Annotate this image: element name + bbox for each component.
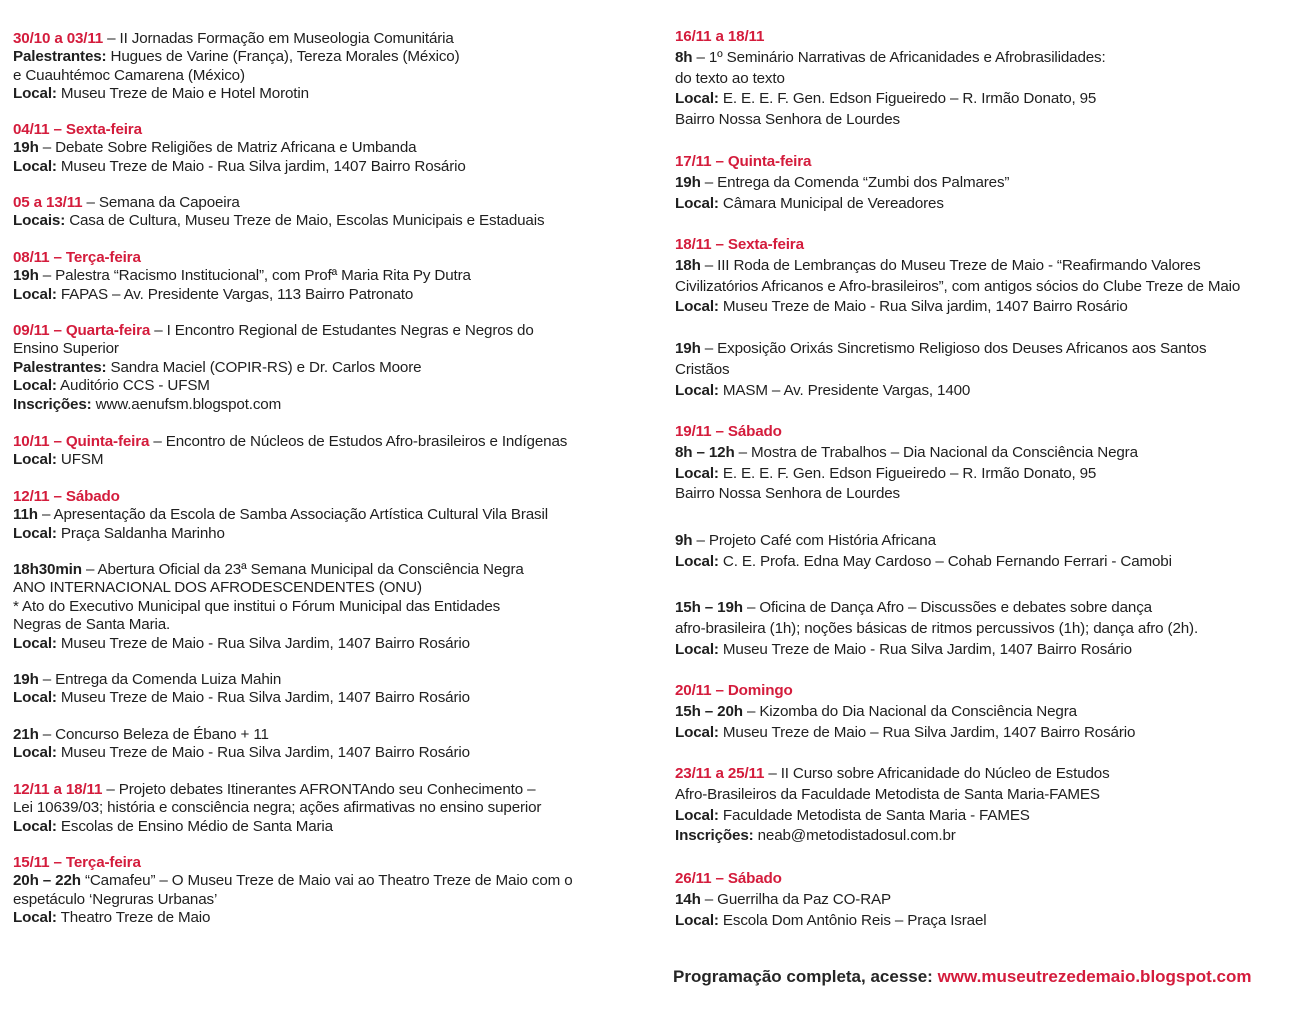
event-text: – II Curso sobre Africanidade do Núcleo de Estudos xyxy=(764,765,1110,782)
event-line xyxy=(13,488,548,506)
event-line xyxy=(675,297,1240,318)
event-label: 14h xyxy=(675,890,701,908)
event-line xyxy=(13,689,470,707)
event-label: Local: xyxy=(675,552,719,570)
event-label: Local: xyxy=(13,285,57,303)
event-text: – III Roda de Lembranças do Museu Treze de Maio - “Reafirmando Valores xyxy=(700,256,1201,274)
event-label: 19h xyxy=(675,340,701,357)
event-date: 12/11 – Sábado xyxy=(13,488,120,505)
event-line xyxy=(13,194,544,212)
event-text: Afro-Brasileiros da Faculdade Metodista de Santa Maria-FAMES xyxy=(675,785,1100,803)
event-text: Museu Treze de Maio - Rua Silva jardim, 1407 Bairro Rosário xyxy=(718,298,1128,316)
event-date: 19/11 – Sábado xyxy=(675,423,782,440)
event-text: do texto ao texto xyxy=(675,69,785,87)
event-label: 8h xyxy=(675,48,693,66)
event-line xyxy=(675,681,1135,702)
event-line xyxy=(13,525,548,543)
event-line xyxy=(13,891,573,909)
event-line xyxy=(675,277,1240,298)
event-line xyxy=(675,552,1172,573)
event-line xyxy=(675,381,1206,402)
event-line xyxy=(13,616,524,634)
event-line xyxy=(675,785,1110,806)
event-label: Local: xyxy=(13,817,57,835)
event-text: Sandra Maciel (COPIR-RS) e Dr. Carlos Moore xyxy=(106,358,422,376)
event-text: E. E. E. F. Gen. Edson Figueiredo – R. Irmão Donato, 95 xyxy=(718,464,1097,482)
event-label: Local: xyxy=(13,909,57,927)
event-label: Local: xyxy=(675,298,719,316)
event-line xyxy=(675,110,1106,131)
event-line xyxy=(13,30,460,48)
event-text: – Mostra de Trabalhos – Dia Nacional da Consciência Negra xyxy=(734,443,1138,461)
event-label: Palestrantes: xyxy=(13,48,107,66)
event-label: Locais: xyxy=(13,212,66,230)
event-line xyxy=(675,723,1135,744)
event-block xyxy=(675,531,1172,573)
event-line xyxy=(675,173,1009,194)
event-text: – Palestra “Racismo Institucional”, com Profª Maria Rita Py Dutra xyxy=(38,267,471,285)
event-text: www.aenufsm.blogspot.com xyxy=(91,395,282,413)
event-text: – II Jornadas Formação em Museologia Comunitária xyxy=(103,30,454,47)
event-line xyxy=(13,671,470,689)
event-line xyxy=(13,506,548,524)
event-block xyxy=(675,27,1106,131)
event-line xyxy=(13,854,573,872)
event-line xyxy=(13,598,524,616)
event-text: Museu Treze de Maio - Rua Silva Jardim, 1407 Bairro Rosário xyxy=(56,744,470,762)
event-line xyxy=(675,27,1106,48)
event-label: Local: xyxy=(675,911,719,929)
event-text: ANO INTERNACIONAL DOS AFRODESCENDENTES (ONU) xyxy=(13,579,422,597)
event-line xyxy=(13,121,466,139)
event-text: – I Encontro Regional de Estudantes Negras e Negros do xyxy=(150,322,534,339)
event-text: – 1º Seminário Narrativas de Africanidades e Afrobrasilidades: xyxy=(692,48,1106,66)
event-text: – Debate Sobre Religiões de Matriz Africana e Umbanda xyxy=(38,139,417,157)
event-text: – Exposição Orixás Sincretismo Religioso dos Deuses Africanos aos Santos xyxy=(700,340,1207,357)
event-text: afro-brasileira (1h); noções básicas de ritmos percussivos (1h); dança afro (2h). xyxy=(675,619,1199,637)
event-text: espetáculo ‘Negruras Urbanas’ xyxy=(13,890,218,908)
event-text: Escola Dom Antônio Reis – Praça Israel xyxy=(718,911,987,929)
event-line xyxy=(675,360,1206,381)
event-text: – Abertura Oficial da 23ª Semana Municipal da Consciência Negra xyxy=(81,561,524,578)
event-date: 26/11 – Sábado xyxy=(675,870,782,887)
event-text: FAPAS – Av. Presidente Vargas, 113 Bairro Patronato xyxy=(56,285,414,303)
event-text: – Projeto debates Itinerantes AFRONTAndo seu Conhecimento – xyxy=(102,781,536,798)
event-text: Civilizatórios Africanos e Afro-brasileiros”, com antigos sócios do Clube Treze de Maio xyxy=(675,277,1241,295)
event-line xyxy=(13,433,567,451)
event-label: Inscrições: xyxy=(675,827,754,845)
event-text: Museu Treze de Maio - Rua Silva Jardim, 1407 Bairro Rosário xyxy=(718,640,1132,658)
event-label: 9h xyxy=(675,532,693,549)
event-line xyxy=(675,598,1198,619)
event-label: 18h30min xyxy=(13,561,82,578)
event-line xyxy=(13,322,534,340)
event-block xyxy=(675,598,1198,660)
event-line xyxy=(675,464,1138,485)
event-text: Museu Treze de Maio e Hotel Morotin xyxy=(56,85,309,103)
event-line xyxy=(675,531,1172,552)
event-label: Local: xyxy=(13,744,57,762)
event-label: Local: xyxy=(13,634,57,652)
event-line xyxy=(675,806,1110,827)
event-line xyxy=(675,422,1138,443)
event-block xyxy=(13,561,524,653)
event-block xyxy=(13,121,466,176)
event-line xyxy=(675,89,1106,110)
event-line xyxy=(675,826,1110,847)
event-date: 23/11 a 25/11 xyxy=(675,765,765,782)
event-block xyxy=(13,488,548,543)
event-line xyxy=(675,235,1240,256)
event-text: Câmara Municipal de Vereadores xyxy=(718,194,944,212)
event-label: 15h – 20h xyxy=(675,702,743,720)
event-label: Local: xyxy=(675,806,719,824)
event-line xyxy=(675,339,1206,360)
event-line xyxy=(13,85,460,103)
event-label: 19h xyxy=(13,671,39,688)
event-line xyxy=(675,702,1135,723)
event-text: Faculdade Metodista de Santa Maria - FAMES xyxy=(718,806,1030,824)
event-line xyxy=(13,872,573,890)
event-block xyxy=(13,433,567,470)
event-line xyxy=(675,256,1240,277)
event-date: 09/11 – Quarta-feira xyxy=(13,322,151,339)
event-block xyxy=(675,339,1206,401)
event-label: 19h xyxy=(675,173,701,191)
event-date: 10/11 – Quinta-feira xyxy=(13,433,150,450)
event-line xyxy=(675,890,986,911)
event-text: – Concurso Beleza de Ébano + 11 xyxy=(38,726,269,743)
event-line xyxy=(13,396,534,414)
event-line xyxy=(13,249,471,267)
event-line xyxy=(675,640,1198,661)
event-text: C. E. Profa. Edna May Cardoso – Cohab Fernando Ferrari - Camobi xyxy=(718,552,1172,570)
event-line xyxy=(675,869,986,890)
event-text: neab@metodistadosul.com.br xyxy=(753,827,956,845)
event-label: 18h xyxy=(675,256,701,274)
event-line xyxy=(675,48,1106,69)
event-date: 16/11 a 18/11 xyxy=(675,28,765,45)
event-date: 05 a 13/11 xyxy=(13,194,83,211)
event-text: – Entrega da Comenda Luiza Mahin xyxy=(38,671,282,688)
event-text: – Projeto Café com História Africana xyxy=(692,532,936,549)
event-line xyxy=(13,158,466,176)
event-line xyxy=(13,212,544,230)
event-text: – Entrega da Comenda “Zumbi dos Palmares” xyxy=(700,173,1010,191)
event-text: Escolas de Ensino Médio de Santa Maria xyxy=(56,817,333,835)
event-label: 15h – 19h xyxy=(675,599,743,616)
event-date: 20/11 – Domingo xyxy=(675,682,793,699)
event-text: “Camafeu” – O Museu Treze de Maio vai ao Theatro Treze de Maio com o xyxy=(80,872,573,890)
event-label: Local: xyxy=(13,377,57,395)
event-text: Museu Treze de Maio - Rua Silva Jardim, 1407 Bairro Rosário xyxy=(56,634,470,652)
event-line xyxy=(13,799,541,817)
event-block xyxy=(13,249,471,304)
event-block xyxy=(675,152,1009,214)
event-label: Local: xyxy=(13,524,57,542)
event-block xyxy=(675,681,1135,743)
event-line xyxy=(13,67,460,85)
event-label: 8h – 12h xyxy=(675,443,735,461)
event-label: 19h xyxy=(13,139,39,157)
event-line xyxy=(675,619,1198,640)
event-text: Bairro Nossa Senhora de Lourdes xyxy=(675,485,900,503)
event-label: 20h – 22h xyxy=(13,872,81,890)
event-text: Museu Treze de Maio - Rua Silva jardim, 1407 Bairro Rosário xyxy=(56,157,466,175)
event-line xyxy=(675,484,1138,505)
event-text: * Ato do Executivo Municipal que institui o Fórum Municipal das Entidades xyxy=(13,597,501,615)
event-line xyxy=(13,744,470,762)
event-label: Local: xyxy=(675,90,719,108)
event-label: Local: xyxy=(13,85,57,103)
event-text: Negras de Santa Maria. xyxy=(13,616,171,634)
event-text: Ensino Superior xyxy=(13,340,119,358)
event-text: – Apresentação da Escola de Samba Associação Artística Cultural Vila Brasil xyxy=(37,506,548,524)
event-label: Local: xyxy=(675,723,719,741)
event-label: Local: xyxy=(675,640,719,658)
event-text: – Semana da Capoeira xyxy=(82,194,240,211)
event-block xyxy=(675,422,1138,505)
event-text: Theatro Treze de Maio xyxy=(56,909,211,927)
event-text: Cristãos xyxy=(675,360,730,378)
event-date: 12/11 a 18/11 xyxy=(13,781,103,798)
footer xyxy=(673,967,1252,987)
event-block xyxy=(13,854,573,928)
event-label: Local: xyxy=(675,194,719,212)
event-text: Museu Treze de Maio – Rua Silva Jardim, 1407 Bairro Rosário xyxy=(718,723,1136,741)
event-block xyxy=(675,764,1110,847)
event-line xyxy=(13,139,466,157)
event-text: Lei 10639/03; história e consciência negra; ações afirmativas no ensino superior xyxy=(13,799,542,817)
event-line xyxy=(13,726,470,744)
event-label: Local: xyxy=(675,381,719,399)
event-line xyxy=(13,579,524,597)
event-text: Bairro Nossa Senhora de Lourdes xyxy=(675,111,900,129)
event-line xyxy=(13,267,471,285)
event-label: 11h xyxy=(13,506,38,524)
event-text: Praça Saldanha Marinho xyxy=(56,524,225,542)
event-block xyxy=(675,235,1240,318)
event-block xyxy=(675,869,986,931)
event-label: Inscrições: xyxy=(13,395,92,413)
event-line xyxy=(13,451,567,469)
event-label: 21h xyxy=(13,726,39,743)
event-text: Auditório CCS - UFSM xyxy=(56,377,210,395)
event-label: 19h xyxy=(13,267,39,285)
event-text: – Oficina de Dança Afro – Discussões e debates sobre dança xyxy=(742,599,1152,616)
event-block xyxy=(13,726,470,763)
event-text: UFSM xyxy=(56,451,104,469)
event-text: MASM – Av. Presidente Vargas, 1400 xyxy=(718,381,971,399)
event-line xyxy=(675,194,1009,215)
event-line xyxy=(13,48,460,66)
event-line xyxy=(13,359,534,377)
event-line xyxy=(675,152,1009,173)
event-date: 18/11 – Sexta-feira xyxy=(675,236,804,253)
event-line xyxy=(675,911,986,932)
event-line xyxy=(13,286,471,304)
footer-label: Programação completa, acesse: xyxy=(673,967,938,986)
event-line xyxy=(13,818,541,836)
event-label: Local: xyxy=(13,451,57,469)
event-text: Hugues de Varine (França), Tereza Morales (México) xyxy=(106,48,460,66)
event-line xyxy=(13,561,524,579)
event-block xyxy=(13,194,544,231)
event-text: – Encontro de Núcleos de Estudos Afro-brasileiros e Indígenas xyxy=(149,433,568,450)
footer-url-link[interactable]: www.museutrezedemaio.blogspot.com xyxy=(937,967,1252,986)
event-block xyxy=(13,781,541,836)
event-line xyxy=(13,377,534,395)
event-label: Local: xyxy=(13,157,57,175)
event-line xyxy=(13,635,524,653)
event-line xyxy=(13,909,573,927)
event-text: – Kizomba do Dia Nacional da Consciência Negra xyxy=(742,702,1077,720)
event-text: Casa de Cultura, Museu Treze de Maio, Escolas Municipais e Estaduais xyxy=(65,212,545,230)
event-label: Local: xyxy=(13,689,57,707)
event-block xyxy=(13,30,460,104)
event-label: Local: xyxy=(675,464,719,482)
event-date: 30/10 a 03/11 xyxy=(13,30,104,47)
event-line xyxy=(675,69,1106,90)
event-date: 15/11 – Terça-feira xyxy=(13,854,141,871)
event-block xyxy=(13,671,470,708)
event-date: 17/11 – Quinta-feira xyxy=(675,153,812,170)
event-line xyxy=(675,443,1138,464)
event-line xyxy=(675,764,1110,785)
event-date: 08/11 – Terça-feira xyxy=(13,249,141,266)
event-line xyxy=(13,340,534,358)
event-date: 04/11 – Sexta-feira xyxy=(13,121,142,138)
event-label: Palestrantes: xyxy=(13,358,107,376)
event-text: Museu Treze de Maio - Rua Silva Jardim, 1407 Bairro Rosário xyxy=(56,689,470,707)
event-text: E. E. E. F. Gen. Edson Figueiredo – R. Irmão Donato, 95 xyxy=(718,90,1097,108)
event-text: – Guerrilha da Paz CO-RAP xyxy=(700,890,891,908)
event-text: e Cuauhtémoc Camarena (México) xyxy=(13,66,245,84)
event-block xyxy=(13,322,534,414)
event-line xyxy=(13,781,541,799)
